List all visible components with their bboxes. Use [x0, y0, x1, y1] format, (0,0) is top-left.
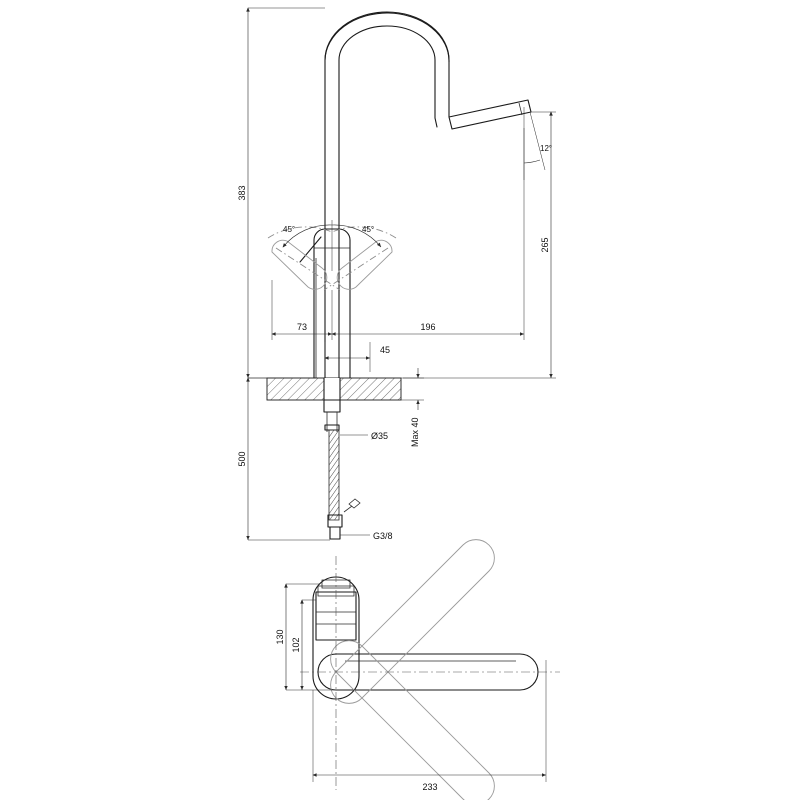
plan-centerlines: [300, 556, 560, 790]
max-thickness-dim: [401, 368, 424, 410]
front-elevation-view: [237, 8, 556, 541]
plan-width-dim: [313, 660, 546, 782]
handle-height-dim: [302, 600, 316, 690]
hose-length-dim: [248, 378, 330, 540]
top-plan-view: [275, 540, 560, 800]
spout-height-dim: [403, 112, 556, 378]
spout-reach-dimension: 196: [420, 322, 436, 332]
spout-height-dimension: 265: [540, 237, 550, 253]
plan-lever-ghost: [331, 540, 495, 800]
swivel-left-label: 45°: [283, 225, 296, 234]
handle-up-height-dimension: 130: [275, 629, 285, 645]
thread-label: G3/8: [373, 531, 393, 541]
hole-diameter-label: Ø35: [371, 431, 389, 441]
total-height-dimension: 383: [237, 185, 247, 201]
fixing-shank: [324, 400, 340, 432]
spout-curve-detail: [325, 13, 449, 62]
plan-width-dimension: 233: [422, 782, 438, 792]
countertop-section: [267, 378, 401, 400]
body-width-dim: [325, 342, 370, 372]
lever-handle-outline: [300, 237, 321, 262]
flexible-hose: [328, 430, 360, 539]
handle-height-dimension: 102: [291, 637, 301, 653]
swivel-right-label: 45°: [362, 225, 375, 234]
spout-reach-dim: [332, 128, 524, 340]
hose-length-dimension: 500: [237, 451, 247, 467]
handle-back-dimension: 73: [296, 322, 308, 332]
body-width-dimension: 45: [379, 345, 391, 355]
outlet-angle-label: 12°: [540, 144, 553, 153]
max-thickness-dimension: Max 40: [410, 417, 420, 447]
